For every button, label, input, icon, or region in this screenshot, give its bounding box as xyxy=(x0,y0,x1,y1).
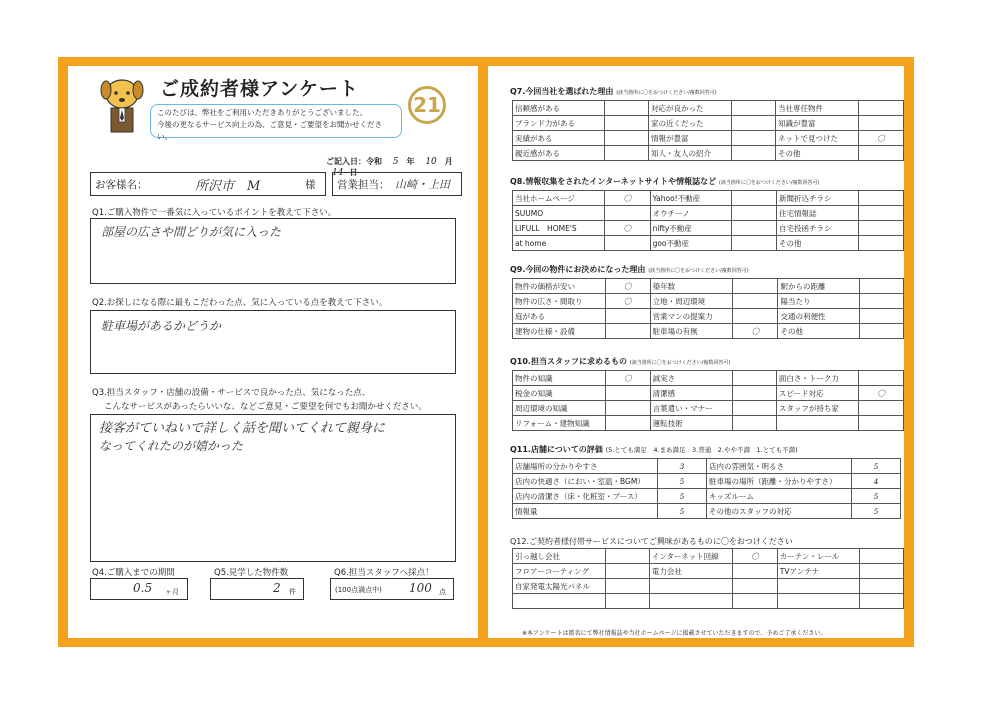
answer-cell[interactable] xyxy=(733,371,777,386)
answer-cell[interactable] xyxy=(605,324,650,339)
answer-cell[interactable] xyxy=(859,191,904,206)
answer-cell[interactable] xyxy=(604,101,648,116)
answer-cell[interactable] xyxy=(733,564,778,579)
answer-cell[interactable] xyxy=(859,324,903,339)
table-row xyxy=(513,236,904,251)
date-month-unit: 月 xyxy=(444,157,453,166)
right-panel xyxy=(488,66,904,638)
option-label: 当社ホームページ xyxy=(513,191,605,206)
option-label: 面白さ・トーク力 xyxy=(776,371,859,386)
answer-cell[interactable] xyxy=(606,594,650,609)
option-label: 情報が豊富 xyxy=(648,131,731,146)
q9-table xyxy=(512,278,904,339)
answer-cell[interactable] xyxy=(733,309,778,324)
option-label: 店内の快適さ（におい・室温・BGM） xyxy=(513,474,658,489)
option-label: その他 xyxy=(776,146,859,161)
option-label: スタッフが持ち家 xyxy=(776,401,859,416)
answer-cell[interactable]: 〇 xyxy=(733,549,778,564)
answer-cell[interactable] xyxy=(731,101,775,116)
q3-text-line-2: こんなサービスがあったらいいな、などご意見・ご要望を何でもお聞かせください。 xyxy=(104,402,427,412)
option-label: 駐車場の場所（距離・分かりやすさ） xyxy=(707,474,852,489)
table-row xyxy=(513,416,904,431)
q6-answer-box[interactable] xyxy=(330,578,454,600)
option-label: 対応が良かった xyxy=(648,101,731,116)
answer-cell[interactable] xyxy=(858,101,903,116)
q5-answer-box[interactable] xyxy=(210,578,304,600)
answer-cell[interactable] xyxy=(606,416,651,431)
option-label: LIFULL HOME'S xyxy=(513,221,605,236)
date-year: 5 xyxy=(392,157,399,167)
answer-cell[interactable] xyxy=(733,279,778,294)
table-row xyxy=(513,279,904,294)
option-label xyxy=(649,579,732,594)
answer-cell[interactable] xyxy=(860,579,904,594)
option-label: 営業マンの提案力 xyxy=(650,309,733,324)
staff-box[interactable] xyxy=(332,172,462,196)
table-row xyxy=(513,221,904,236)
option-label: キッズルーム xyxy=(707,489,852,504)
option-label: 情報量 xyxy=(513,504,658,519)
table-row xyxy=(513,489,901,504)
q8-note: (該当箇所に〇をおつけください/複数回答可) xyxy=(718,180,820,186)
answer-cell[interactable]: 3 xyxy=(658,459,707,474)
table-row xyxy=(513,146,904,161)
q11-scale: (5.とても満足 4.まあ満足 3.普通 2.やや不満 1.とても不満) xyxy=(605,446,798,454)
option-label: スピード対応 xyxy=(776,386,859,401)
answer-cell[interactable] xyxy=(731,146,775,161)
option-label: 築年数 xyxy=(650,279,733,294)
survey-title: ご成約者様アンケート xyxy=(160,78,359,100)
date-day-unit: 日 xyxy=(349,168,358,177)
table-row xyxy=(513,309,904,324)
q3-answer-line-2: なってくれたのが嬉かった xyxy=(99,439,244,453)
answer-cell[interactable] xyxy=(733,579,778,594)
q7-note: (該当箇所に〇をおつけください/複数回答可) xyxy=(616,90,717,96)
answer-cell[interactable]: 〇 xyxy=(858,131,903,146)
option-label: その他のスタッフの対応 xyxy=(707,504,852,519)
answer-cell[interactable] xyxy=(606,386,651,401)
option-label: 陽当たり xyxy=(778,294,859,309)
option-label: Yahoo!不動産 xyxy=(650,191,732,206)
answer-cell[interactable] xyxy=(859,206,904,221)
answer-cell[interactable] xyxy=(860,549,904,564)
answer-cell[interactable] xyxy=(860,594,904,609)
option-label: 住宅情報誌 xyxy=(777,206,859,221)
q10-note: (該当箇所に〇をおつけください/複数回答可) xyxy=(629,360,731,366)
option-label: リフォーム・建物知識 xyxy=(513,416,606,431)
answer-cell[interactable]: 〇 xyxy=(605,294,650,309)
table-row xyxy=(513,386,904,401)
answer-cell[interactable]: 〇 xyxy=(733,324,778,339)
option-label: 新聞折込チラシ xyxy=(777,191,859,206)
answer-cell[interactable] xyxy=(732,191,777,206)
answer-cell[interactable] xyxy=(732,221,777,236)
q8-title: Q8.情報収集をされたインターネットサイトや情報誌など xyxy=(510,177,717,186)
date-month: 10 xyxy=(425,157,437,167)
q12-table xyxy=(512,548,904,609)
q1-text: Q1.ご購入物件で一番気に入っているポイントを教えて下さい。 xyxy=(92,208,337,218)
q9-note: (該当箇所に〇をおつけください/複数回答可) xyxy=(648,268,749,274)
option-label: 駅からの距離 xyxy=(778,279,859,294)
answer-cell[interactable] xyxy=(732,206,777,221)
table-row xyxy=(513,459,901,474)
option-label: TVアンテナ xyxy=(777,564,860,579)
table-row xyxy=(513,324,904,339)
option-label: 物件の広さ・間取り xyxy=(513,294,606,309)
option-label: ブランド力がある xyxy=(513,116,605,131)
option-label xyxy=(777,594,860,609)
option-label xyxy=(776,416,859,431)
q6-text: Q6.担当スタッフへ採点！ xyxy=(334,568,434,578)
option-label xyxy=(777,579,860,594)
answer-cell[interactable] xyxy=(733,401,777,416)
option-label: 言葉遣い・マナー xyxy=(650,401,733,416)
answer-cell[interactable] xyxy=(733,294,778,309)
answer-cell[interactable] xyxy=(733,416,777,431)
answer-cell[interactable] xyxy=(605,206,650,221)
answer-cell[interactable] xyxy=(733,594,778,609)
customer-name-box[interactable] xyxy=(90,172,326,196)
answer-cell[interactable] xyxy=(605,309,650,324)
answer-cell[interactable]: 5 xyxy=(852,489,901,504)
q6-label: (100点満点中) xyxy=(335,586,382,594)
answer-cell[interactable] xyxy=(859,279,903,294)
option-label: 店内の清潔さ（床・化粧室・ブース） xyxy=(513,489,658,504)
q12-text: Q12.ご契約者様付帯サービスについてご興味があるものに〇をおつけください xyxy=(510,537,793,546)
option-label: 駐車場の有無 xyxy=(650,324,733,339)
option-label: オウチーノ xyxy=(650,206,732,221)
date-day: 14 xyxy=(332,168,344,178)
option-label: SUUMO xyxy=(513,206,605,221)
option-label: 物件の知識 xyxy=(513,371,606,386)
table-row xyxy=(513,594,904,609)
q4-text: Q4.ご購入までの期間 xyxy=(92,568,175,578)
q2-text: Q2.お探しになる際に最もこだわった点、気に入っている点を教えて下さい。 xyxy=(92,298,388,308)
century21-logo: 21 xyxy=(408,86,446,124)
date-year-unit: 年 xyxy=(406,157,415,166)
table-row xyxy=(513,504,901,519)
answer-cell[interactable] xyxy=(733,386,777,401)
table-row xyxy=(513,116,904,131)
answer-cell[interactable] xyxy=(606,564,650,579)
option-label: goo不動産 xyxy=(650,236,732,251)
left-panel xyxy=(68,66,478,638)
answer-cell[interactable] xyxy=(858,146,903,161)
customer-suffix: 様 xyxy=(305,179,316,191)
option-label: 誠実さ xyxy=(650,371,733,386)
q2-answer: 駐車場があるかどうか xyxy=(101,319,222,333)
answer-cell[interactable]: 〇 xyxy=(606,371,651,386)
answer-cell[interactable]: 〇 xyxy=(605,191,650,206)
option-label: 立地・周辺環境 xyxy=(650,294,733,309)
option-label: 引っ越し会社 xyxy=(513,549,606,564)
option-label: 実績がある xyxy=(513,131,605,146)
q11-table xyxy=(512,458,901,519)
option-label: 信頼感がある xyxy=(513,101,605,116)
q10-table xyxy=(512,370,904,431)
option-label xyxy=(513,594,606,609)
option-label: 知人・友人の紹介 xyxy=(648,146,731,161)
answer-cell[interactable] xyxy=(606,549,650,564)
answer-cell[interactable]: 〇 xyxy=(859,386,904,401)
q3-text-line-1: Q3.担当スタッフ・店舗の設備・サービスで良かった点、気になった点、 xyxy=(92,388,371,398)
table-row xyxy=(513,549,904,564)
q5-unit: 件 xyxy=(289,588,296,596)
table-row xyxy=(513,564,904,579)
answer-cell[interactable] xyxy=(604,146,648,161)
option-label: 当社専任物件 xyxy=(776,101,859,116)
q1-answer: 部屋の広さや間どりが気に入った xyxy=(101,225,282,239)
answer-cell[interactable]: 5 xyxy=(658,474,707,489)
table-row xyxy=(513,371,904,386)
customer-value: 所沢市 M xyxy=(195,179,261,194)
answer-cell[interactable] xyxy=(605,236,650,251)
q4-unit: ヶ月 xyxy=(165,588,179,596)
option-label: 税金の知識 xyxy=(513,386,606,401)
answer-cell[interactable] xyxy=(604,116,648,131)
answer-cell[interactable] xyxy=(859,416,904,431)
staff-value: 山崎・上田 xyxy=(395,178,450,191)
option-label: 自宅投函チラシ xyxy=(777,221,859,236)
answer-cell[interactable]: 5 xyxy=(852,504,901,519)
option-label: その他 xyxy=(777,236,859,251)
table-row xyxy=(513,191,904,206)
q2-answer-box[interactable] xyxy=(90,310,456,374)
q3-answer-line-1: 接客がていねいで詳しく話を聞いてくれて親身に xyxy=(99,421,386,436)
option-label: 自家発電太陽光パネル xyxy=(513,579,606,594)
answer-cell[interactable] xyxy=(858,116,903,131)
answer-cell[interactable] xyxy=(860,564,904,579)
table-row xyxy=(513,131,904,146)
option-label: 建物の仕様・設備 xyxy=(513,324,606,339)
option-label: 電力会社 xyxy=(649,564,732,579)
option-label: インターネット回線 xyxy=(649,549,732,564)
option-label: 店舗場所の分かりやすさ xyxy=(513,459,658,474)
answer-cell[interactable] xyxy=(732,236,777,251)
date-label: ご記入日：令和 xyxy=(326,157,382,166)
intro-line-1: このたびは、弊社をご利用いただきありがとうございました。 xyxy=(157,108,367,117)
q1-answer-box[interactable] xyxy=(90,218,456,284)
option-label: 親近感がある xyxy=(513,146,605,161)
answer-cell[interactable] xyxy=(606,579,650,594)
q3-answer-box[interactable] xyxy=(90,414,456,562)
q7-text xyxy=(510,86,717,97)
q6-unit: 点 xyxy=(439,588,446,596)
option-label: 清潔感 xyxy=(650,386,733,401)
option-label: 周辺環境の知識 xyxy=(513,401,606,416)
option-label xyxy=(649,594,732,609)
staff-label: 営業担当： xyxy=(337,179,390,191)
option-label: 知識が豊富 xyxy=(776,116,859,131)
option-label: フロアーコーティング xyxy=(513,564,606,579)
q7-table xyxy=(512,100,904,161)
table-row xyxy=(513,206,904,221)
answer-cell[interactable] xyxy=(859,294,903,309)
table-row xyxy=(513,294,904,309)
option-label: 庭がある xyxy=(513,309,606,324)
q8-text xyxy=(510,176,819,187)
dog-mascot-icon xyxy=(94,74,150,136)
answer-cell[interactable]: 5 xyxy=(658,489,707,504)
customer-label: お客様名： xyxy=(95,179,148,191)
option-label: at home xyxy=(513,236,605,251)
option-label: その他 xyxy=(778,324,859,339)
option-label: 家の近くだった xyxy=(648,116,731,131)
q5-answer: 2 xyxy=(273,581,281,595)
option-label: ネットで見つけた xyxy=(776,131,859,146)
q9-title: Q9.今回の物件にお決めになった理由 xyxy=(510,265,646,274)
answer-cell[interactable] xyxy=(859,221,904,236)
answer-cell[interactable]: 〇 xyxy=(605,279,650,294)
option-label: 交通の利便性 xyxy=(778,309,859,324)
answer-cell[interactable] xyxy=(859,236,904,251)
table-row xyxy=(513,474,901,489)
q11-title: Q11.店舗についての評価 xyxy=(510,445,603,454)
option-label: 店内の雰囲気・明るさ xyxy=(707,459,852,474)
footer-note: ※本アンケートは匿名にて弊社情報誌や当社ホームページに掲載させていただきますので、予めご了承ください。 xyxy=(522,630,827,637)
table-row xyxy=(513,401,904,416)
option-label: nifty不動産 xyxy=(650,221,732,236)
q7-title: Q7.今回当社を選ばれた理由 xyxy=(510,87,614,96)
option-label: カーテン・レール xyxy=(777,549,860,564)
intro-line-2: 今後の更なるサービス向上の為、ご意見・ご要望をお聞かせください。 xyxy=(157,120,382,141)
q5-text: Q5.見学した物件数 xyxy=(214,568,289,578)
table-row xyxy=(513,579,904,594)
answer-cell[interactable]: 〇 xyxy=(605,221,650,236)
q8-table xyxy=(512,190,904,251)
option-label: 運転技術 xyxy=(650,416,733,431)
q11-text xyxy=(510,444,798,455)
answer-cell[interactable] xyxy=(859,401,904,416)
intro-bubble xyxy=(150,104,402,141)
q10-text xyxy=(510,356,730,367)
table-row xyxy=(513,101,904,116)
q9-text xyxy=(510,264,749,275)
answer-cell[interactable]: 5 xyxy=(852,459,901,474)
answer-cell[interactable] xyxy=(859,309,903,324)
answer-cell[interactable] xyxy=(604,131,648,146)
answer-cell[interactable] xyxy=(606,401,651,416)
q6-answer: 100 xyxy=(409,581,432,595)
answer-cell[interactable] xyxy=(859,371,904,386)
answer-cell[interactable] xyxy=(731,116,775,131)
answer-cell[interactable]: 5 xyxy=(658,504,707,519)
q4-answer: 0.5 xyxy=(133,581,153,595)
answer-cell[interactable] xyxy=(731,131,775,146)
option-label: 物件の価格が安い xyxy=(513,279,606,294)
q10-title: Q10.担当スタッフに求めるもの xyxy=(510,357,627,366)
q4-answer-box[interactable] xyxy=(90,578,188,600)
answer-cell[interactable]: 4 xyxy=(852,474,901,489)
